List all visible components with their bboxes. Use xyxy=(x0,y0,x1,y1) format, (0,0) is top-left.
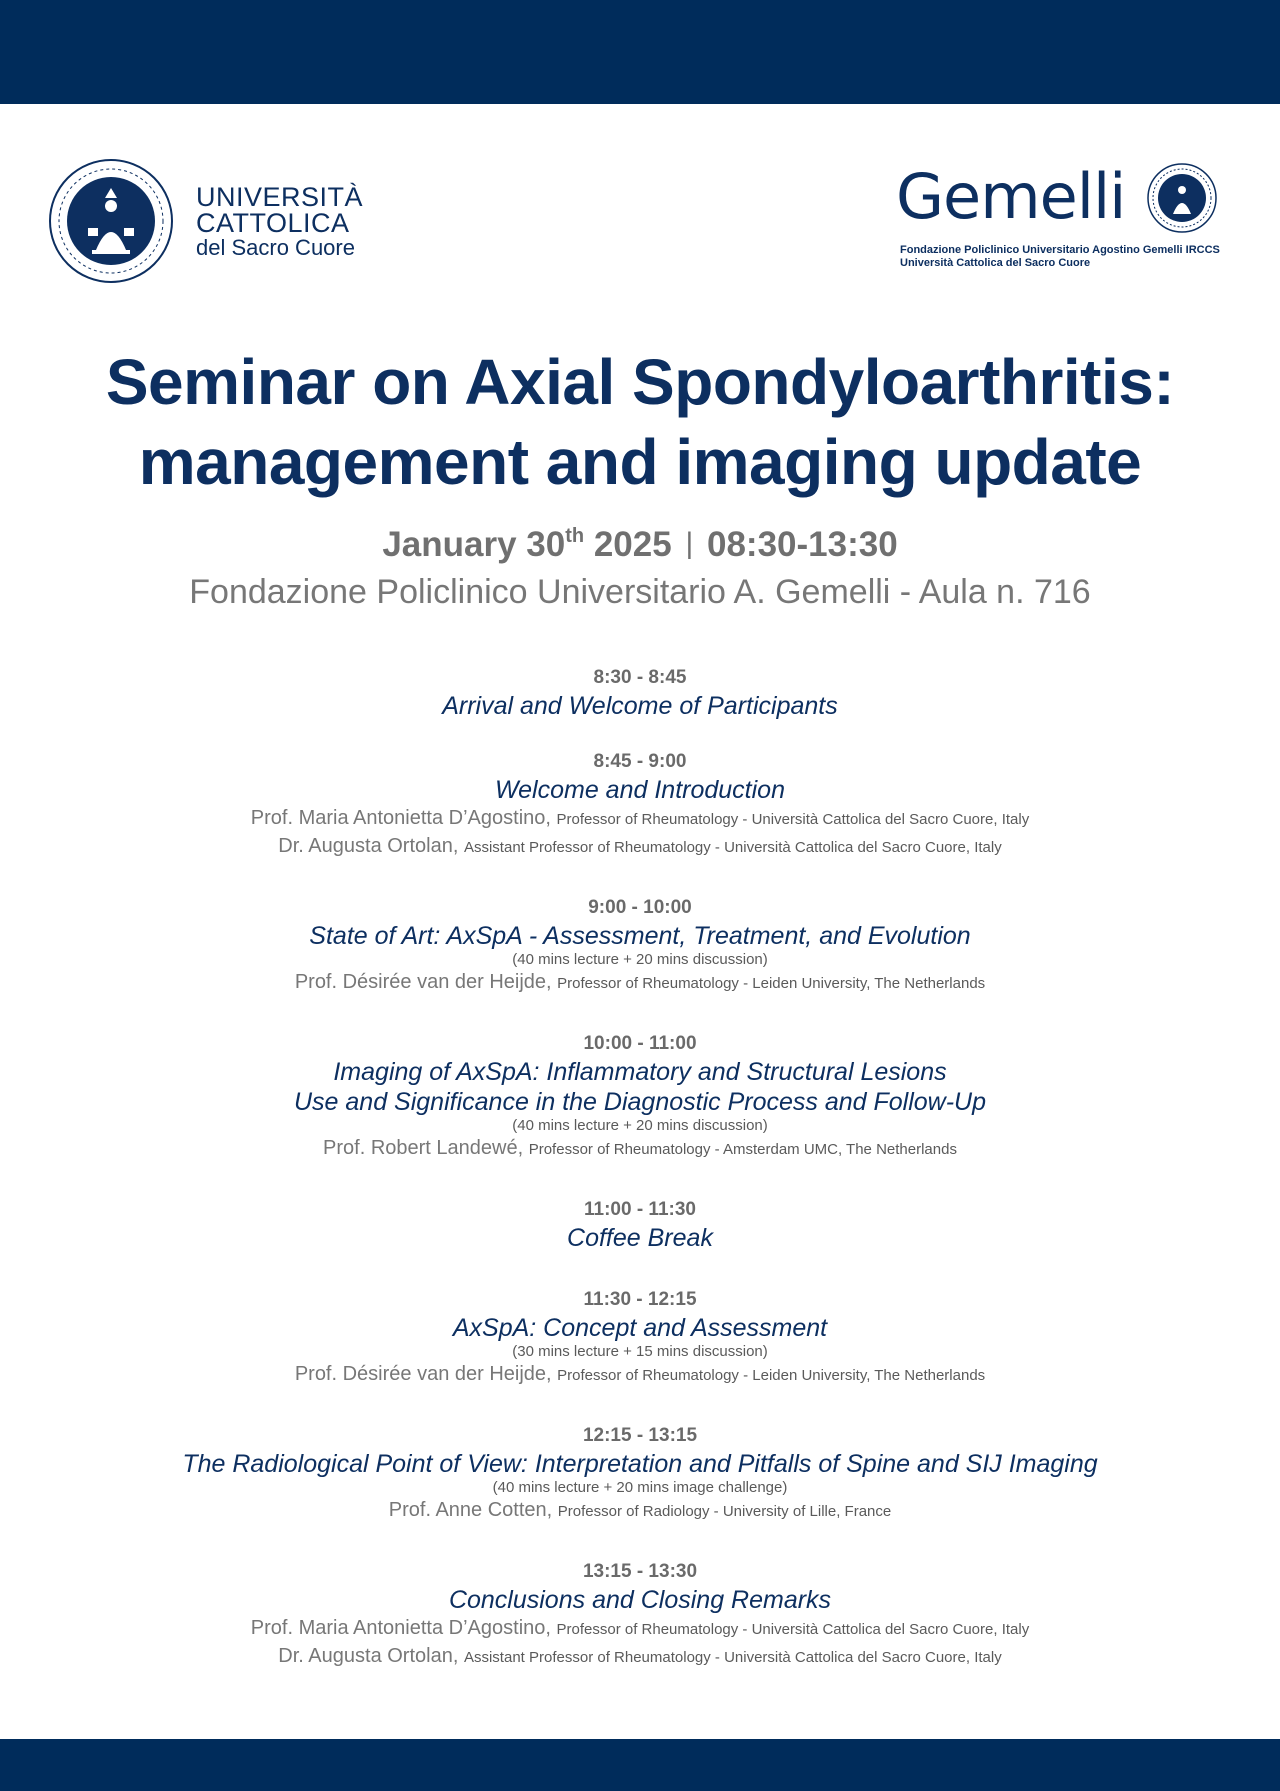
slot-time: 12:15 - 13:15 xyxy=(582,1425,698,1446)
speaker-name: Dr. Augusta Ortolan, xyxy=(278,835,459,857)
speaker-affiliation: Professor of Rheumatology - Leiden University, The Netherlands xyxy=(557,975,986,992)
agenda-slot xyxy=(0,749,1280,861)
agenda-slot xyxy=(0,665,1280,721)
slot-time: 10:00 - 11:00 xyxy=(583,1033,697,1054)
slot-time: 8:45 - 9:00 xyxy=(593,751,687,772)
speaker-affiliation: Professor of Rheumatology - Università Cattolica del Sacro Cuore, Italy xyxy=(556,811,1030,828)
top-banner xyxy=(0,0,1280,104)
slot-title: Welcome and Introduction xyxy=(495,776,785,804)
agenda xyxy=(0,665,1280,1671)
slot-title: The Radiological Point of View: Interpretation and Pitfalls of Spine and SIJ Imaging xyxy=(182,1450,1098,1478)
ucsc-line1: UNIVERSITÀ xyxy=(196,182,364,212)
event-date xyxy=(0,522,1280,570)
speaker xyxy=(0,969,1280,997)
event-venue: Fondazione Policlinico Universitario A. Gemelli - Aula n. 716 xyxy=(189,573,1091,611)
university-seal-icon xyxy=(48,158,174,284)
agenda-slot xyxy=(0,1559,1280,1671)
slot-time: 9:00 - 10:00 xyxy=(588,897,692,918)
date-year: 2025 xyxy=(593,525,672,564)
speaker-name: Prof. Désirée van der Heijde, xyxy=(294,1363,552,1385)
ucsc-line2: CATTOLICA xyxy=(196,208,350,238)
slot-title: Imaging of AxSpA: Inflammatory and Structural Lesions xyxy=(333,1058,947,1086)
page-title xyxy=(0,342,1280,502)
ucsc-wordmark xyxy=(196,184,363,260)
slot-title: Arrival and Welcome of Participants xyxy=(442,692,838,720)
gemelli-subtitle-2: Università Cattolica del Sacro Cuore xyxy=(900,257,1091,269)
speaker-name: Prof. Maria Antonietta D’Agostino, xyxy=(250,807,551,829)
ucsc-logo xyxy=(48,158,368,288)
gemelli-subtitle xyxy=(900,244,1220,270)
slot-time: 8:30 - 8:45 xyxy=(593,667,687,688)
slot-time: 11:30 - 12:15 xyxy=(583,1289,697,1310)
title-line-2: management and imaging update xyxy=(138,426,1142,498)
slot-title: Coffee Break xyxy=(567,1224,713,1252)
slot-time: 11:00 - 11:30 xyxy=(584,1199,696,1220)
speaker-affiliation: Professor of Rheumatology - Università Cattolica del Sacro Cuore, Italy xyxy=(556,1621,1030,1638)
speaker-name: Dr. Augusta Ortolan, xyxy=(278,1645,459,1667)
slot-title: AxSpA: Concept and Assessment xyxy=(452,1314,828,1342)
gemelli-subtitle-1: Fondazione Policlinico Universitario Agostino Gemelli IRCCS xyxy=(900,244,1220,256)
event-time: 08:30-13:30 xyxy=(706,525,898,564)
agenda-slot xyxy=(0,1423,1280,1525)
slot-note: (30 mins lecture + 15 mins discussion) xyxy=(512,1343,768,1360)
agenda-slot xyxy=(0,1287,1280,1389)
slot-note: (40 mins lecture + 20 mins discussion) xyxy=(512,951,768,968)
speaker-affiliation: Professor of Rheumatology - Amsterdam UMC, The Netherlands xyxy=(528,1141,957,1158)
speaker-affiliation: Professor of Radiology - University of Lille, France xyxy=(557,1503,892,1520)
date-main: January 30 xyxy=(382,525,566,564)
speaker-affiliation: Professor of Rheumatology - Leiden University, The Netherlands xyxy=(557,1367,986,1384)
speaker xyxy=(0,1615,1280,1643)
speaker xyxy=(0,833,1280,861)
gemelli-logo xyxy=(896,158,1236,278)
slot-time: 13:15 - 13:30 xyxy=(582,1561,698,1582)
speaker xyxy=(0,805,1280,833)
speaker-name: Prof. Anne Cotten, xyxy=(388,1499,553,1521)
date-separator: | xyxy=(685,527,694,560)
gemelli-seal-icon xyxy=(1146,162,1218,234)
agenda-slot xyxy=(0,1197,1280,1253)
speaker xyxy=(0,1643,1280,1671)
speaker-name: Prof. Désirée van der Heijde, xyxy=(294,971,552,993)
speaker-affiliation: Assistant Professor of Rheumatology - Università Cattolica del Sacro Cuore, Italy xyxy=(463,1649,1002,1666)
slot-title: Use and Significance in the Diagnostic Process and Follow-Up xyxy=(293,1088,987,1116)
bottom-banner xyxy=(0,1739,1280,1791)
speaker xyxy=(0,1497,1280,1525)
gemelli-wordmark: Gemelli xyxy=(896,160,1126,233)
slot-note: (40 mins lecture + 20 mins image challenge) xyxy=(492,1479,788,1496)
slot-note: (40 mins lecture + 20 mins discussion) xyxy=(512,1117,768,1134)
speaker xyxy=(0,1135,1280,1163)
ucsc-line3: del Sacro Cuore xyxy=(196,235,355,260)
date-suffix: th xyxy=(565,525,585,547)
title-line-1: Seminar on Axial Spondyloarthritis: xyxy=(105,346,1175,418)
speaker-name: Prof. Robert Landewé, xyxy=(323,1137,524,1159)
speaker-name: Prof. Maria Antonietta D’Agostino, xyxy=(250,1617,551,1639)
speaker-affiliation: Assistant Professor of Rheumatology - Università Cattolica del Sacro Cuore, Italy xyxy=(463,839,1002,856)
slot-title: Conclusions and Closing Remarks xyxy=(448,1586,832,1614)
agenda-slot xyxy=(0,1031,1280,1163)
agenda-slot xyxy=(0,895,1280,997)
slot-title: State of Art: AxSpA - Assessment, Treatment, and Evolution xyxy=(309,922,971,950)
speaker xyxy=(0,1361,1280,1389)
